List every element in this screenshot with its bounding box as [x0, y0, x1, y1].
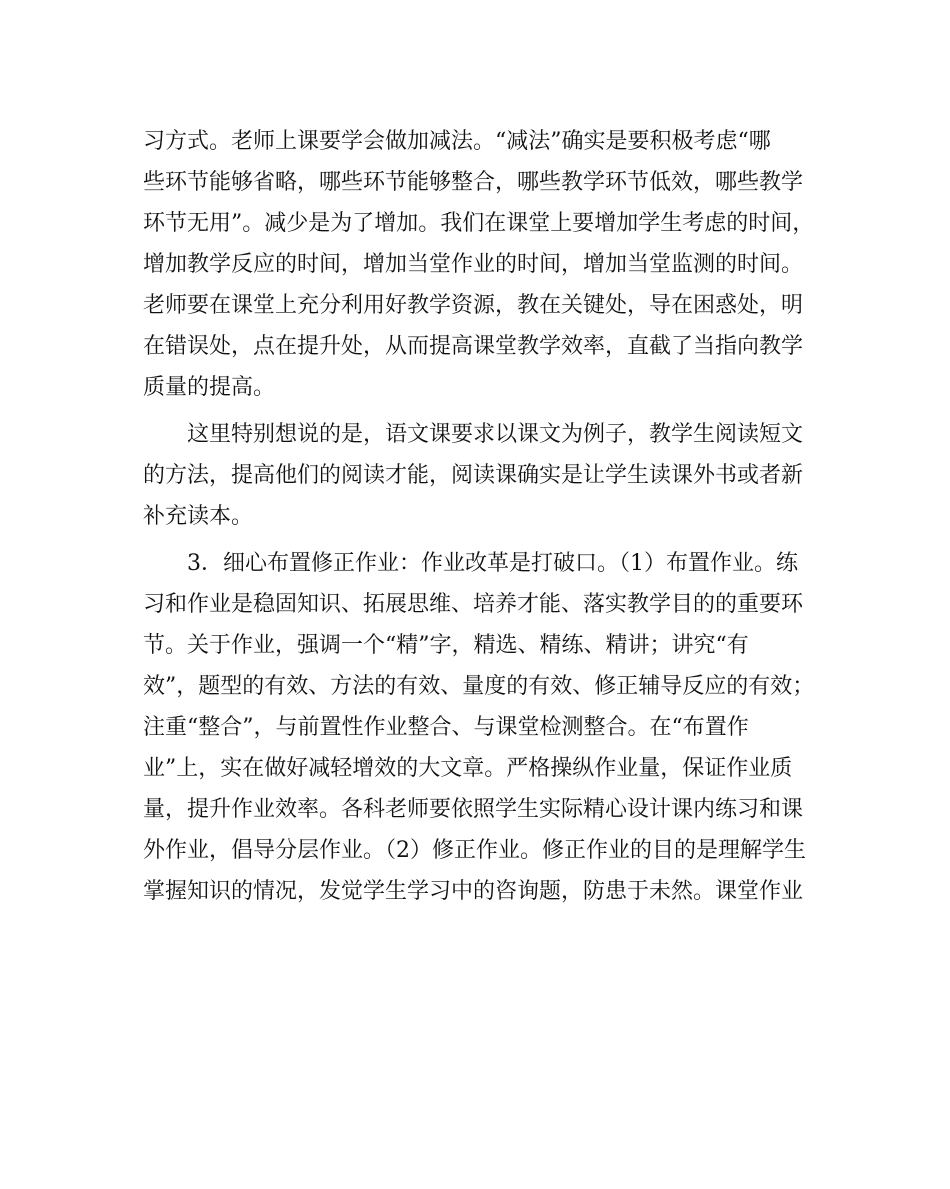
text-line: 环节无用”。减少是为了增加。我们在课堂上要增加学生考虑的时间，	[143, 211, 815, 236]
text-line: 节。关于作业，强调一个“精”字，精选、精练、精讲；讲究“有	[143, 633, 749, 658]
text-line: 注重“整合”，与前置性作业整合、与课堂检测整合。在“布置作	[143, 715, 749, 740]
paragraph-2	[143, 414, 813, 537]
text-line: 3．细心布置修正作业：作业改革是打破口。（1）布置作业。练	[143, 551, 798, 576]
body-text	[143, 121, 813, 918]
text-line: 习方式。老师上课要学会做加减法。“减法”确实是要积极考虑“哪	[143, 129, 771, 154]
text-line: 的方法，提高他们的阅读才能，阅读课确实是让学生读课外书或者新	[143, 463, 804, 488]
text-line: 习和作业是稳固知识、拓展思维、培养才能、落实教学目的的重要环	[143, 592, 804, 617]
text-line: 量，提升作业效率。各科老师要依照学生实际精心设计课内练习和课	[143, 797, 804, 822]
text-line: 掌握知识的情况，发觉学生学习中的咨询题，防患于未然。课堂作业	[143, 879, 804, 904]
text-line: 这里特别想说的是，语文课要求以课文为例子，教学生阅读短文	[143, 422, 804, 447]
text-line: 增加教学反应的时间，增加当堂作业的时间，增加当堂监测的时间。	[143, 252, 804, 277]
text-line: 补充读本。	[143, 504, 254, 529]
text-line: 质量的提高。	[143, 375, 276, 400]
text-line: 外作业，倡导分层作业。（2）修正作业。修正作业的目的是理解学生	[143, 838, 806, 863]
paragraph-3	[143, 543, 813, 912]
text-line: 效”，题型的有效、方法的有效、量度的有效、修正辅导反应的有效；	[143, 674, 815, 699]
text-line: 业”上，实在做好减轻增效的大文章。严格操纵作业量，保证作业质	[143, 756, 793, 781]
text-line: 在错误处，点在提升处，从而提高课堂教学效率，直截了当指向教学	[143, 334, 804, 359]
text-line: 些环节能够省略，哪些环节能够整合，哪些教学环节低效，哪些教学	[143, 170, 804, 195]
paragraph-1	[143, 121, 813, 408]
text-line: 老师要在课堂上充分利用好教学资源，教在关键处，导在困惑处，明	[143, 293, 804, 318]
